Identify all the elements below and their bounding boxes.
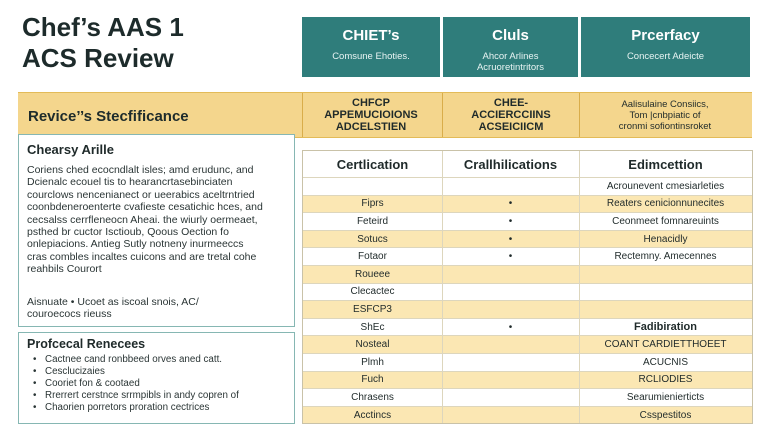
table-cell: Plmh xyxy=(361,356,384,368)
table-cell: Fiprs xyxy=(361,198,384,210)
table-cell xyxy=(579,284,752,301)
table-cell: • xyxy=(508,233,513,245)
table-cell: Sotucs xyxy=(357,233,388,245)
band-col-1-line: APPEMUCIOIONS xyxy=(324,109,418,121)
overview-text-line: courclows nencenianect or ueerabics aceltrntried xyxy=(27,188,255,201)
list-item: • Cooriet fon & cootaed xyxy=(45,378,288,390)
page-title-line-1: Chef’s AAS 1 xyxy=(22,12,184,42)
table-cell: • xyxy=(508,215,513,227)
table-cell: Csspestitos xyxy=(639,409,692,421)
header-box-title: Cluls xyxy=(492,27,529,44)
table-column-divider xyxy=(442,151,443,423)
table-row xyxy=(303,247,752,265)
overview-heading: Chearsy Arille xyxy=(27,142,114,157)
table-cell xyxy=(442,372,579,389)
header-box-title: CHIET’s xyxy=(342,27,400,44)
table-row xyxy=(303,195,752,213)
list-item: • Cactnee cand ronbbeed orves aned catt. xyxy=(45,354,288,366)
overview-footer xyxy=(27,296,286,321)
table-row xyxy=(303,212,752,230)
certification-table xyxy=(302,150,753,424)
table-row xyxy=(303,300,752,318)
overview-text xyxy=(27,164,286,276)
table-row xyxy=(303,265,752,283)
table-cell: Ceonmeet fomnareuints xyxy=(612,215,719,227)
table-cell: Henacidly xyxy=(643,233,688,245)
page-title xyxy=(22,12,292,74)
table-header-row xyxy=(303,151,752,177)
header-box-prcerfacy xyxy=(581,17,750,77)
overview-text-line: cecsalss cerrfleneocn Aheai. the wiurly oermeaet, xyxy=(27,213,258,226)
header-box-sub: Concecert Adeicte xyxy=(626,51,705,62)
table-cell: Rectemny. Amecennes xyxy=(614,251,717,263)
table-row xyxy=(303,371,752,389)
table-cell: Chrasens xyxy=(351,391,394,403)
header-box-sub xyxy=(443,51,578,73)
band-col-1 xyxy=(302,93,440,137)
overview-text-line: psthed br cuctor Isctioub, Qoous Oection fo xyxy=(27,226,229,239)
table-header-education: Edimcettion xyxy=(628,156,703,172)
table-cell: COANT CARDIETTHOEET xyxy=(604,339,727,351)
table-cell xyxy=(442,178,579,195)
band-col-2-line: CHEE- xyxy=(493,97,529,109)
table-row xyxy=(303,283,752,301)
table-cell xyxy=(303,178,442,195)
table-cell: Acctincs xyxy=(353,409,392,421)
table-cell xyxy=(442,266,579,283)
table-row xyxy=(303,318,752,336)
table-cell xyxy=(579,301,752,318)
overview-footer-line: Aisnuate • Ucoet as iscoal snois, AC/ xyxy=(27,295,199,308)
band-col-3-line: cronmi sofiontinsroket xyxy=(618,120,712,132)
header-box-sub: Comsune Ehoties. xyxy=(332,51,410,62)
table-cell: ESFCP3 xyxy=(353,303,392,315)
overview-text-line: Dcienalc ecouel tis to hearancrtasebinciaten xyxy=(27,176,233,189)
table-cell xyxy=(579,266,752,283)
band-col-3-line: Tom |cnbpiatic of xyxy=(629,109,701,121)
table-cell xyxy=(442,354,579,371)
table-cell xyxy=(442,301,579,318)
band-col-3-line: Aalisulaine Consiics, xyxy=(621,98,709,110)
table-row xyxy=(303,406,752,424)
table-cell: • xyxy=(508,321,513,333)
table-cell: RCLIODIES xyxy=(638,374,693,386)
header-box-sub-line-1: Ahcor Arlines xyxy=(482,51,539,62)
table-cell: ACUCNIS xyxy=(642,356,688,368)
table-column-divider xyxy=(579,151,580,423)
band-col-3 xyxy=(580,93,750,137)
band-col-2-line: ACCIERCCIINS xyxy=(471,109,551,121)
overview-text-line: cras combles incaltes cuicons and are tretal cohe xyxy=(27,250,257,263)
section-band xyxy=(18,92,752,138)
table-row xyxy=(303,353,752,371)
table-row xyxy=(303,230,752,248)
band-title: Revice’’s Stecfificance xyxy=(28,108,189,125)
table-cell: Fotaor xyxy=(358,251,387,263)
overview-text-line: onlepiacions. Antieg Sutly notneny inurmeeccs xyxy=(27,238,244,251)
table-cell xyxy=(442,389,579,406)
table-cell: Roueee xyxy=(354,268,391,280)
band-col-1-line: ADCELSTIEN xyxy=(335,121,407,133)
table-cell: Clecactec xyxy=(350,286,395,298)
band-col-1-line: CHFCP xyxy=(352,97,390,109)
table-cell xyxy=(442,407,579,424)
overview-text-line: coonbdeneroenterte cvafieste cesatichic hces, and xyxy=(27,201,263,214)
table-cell xyxy=(442,336,579,353)
table-cell: • xyxy=(508,198,513,210)
page-title-line-2: ACS Review xyxy=(22,43,174,73)
table-cell: Fadibiration xyxy=(634,321,697,334)
band-col-2 xyxy=(444,93,578,137)
list-item: • Cesclucizaies xyxy=(45,366,288,378)
table-cell: Acrounevent cmesiarleties xyxy=(606,180,725,192)
overview-text-line: Coriens ched ecocndlalt isles; amd erudunc, and xyxy=(27,164,254,176)
table-cell xyxy=(442,284,579,301)
table-cell: • xyxy=(508,251,513,263)
list-item: • Chaorien porretors proration cectrices xyxy=(45,402,288,414)
header-box-chiets xyxy=(302,17,440,77)
references-heading: Profcecal Renecees xyxy=(27,337,146,351)
band-divider xyxy=(442,93,443,137)
table-cell: Reaters cenicionnunecites xyxy=(606,198,725,210)
table-row xyxy=(303,388,752,406)
overview-text-line: reahbils Courort xyxy=(27,263,102,276)
table-header-certification: Certlication xyxy=(336,156,409,172)
table-cell: ShEc xyxy=(360,321,385,333)
references-list xyxy=(45,354,288,414)
overview-footer-line: couroecocs rieuss xyxy=(27,308,112,321)
table-cell: Nosteal xyxy=(355,339,390,351)
table-cell: Fuch xyxy=(361,374,384,386)
table-cell: Feteird xyxy=(356,215,389,227)
overview-panel xyxy=(18,134,295,327)
table-header-qualifications: Crallhilications xyxy=(463,156,558,172)
list-item: • Rrerrert cerstnce srrmpibls in andy copren of xyxy=(45,390,288,402)
header-box-cluls xyxy=(443,17,578,77)
band-col-2-line: ACSEICIICM xyxy=(478,121,544,133)
table-row xyxy=(303,335,752,353)
references-panel xyxy=(18,332,295,424)
table-cell: Searumienierticts xyxy=(626,391,705,403)
header-box-title: Prcerfacy xyxy=(631,27,700,44)
table-row xyxy=(303,177,752,195)
header-box-sub-line-2: Acruoretintritors xyxy=(476,62,545,73)
